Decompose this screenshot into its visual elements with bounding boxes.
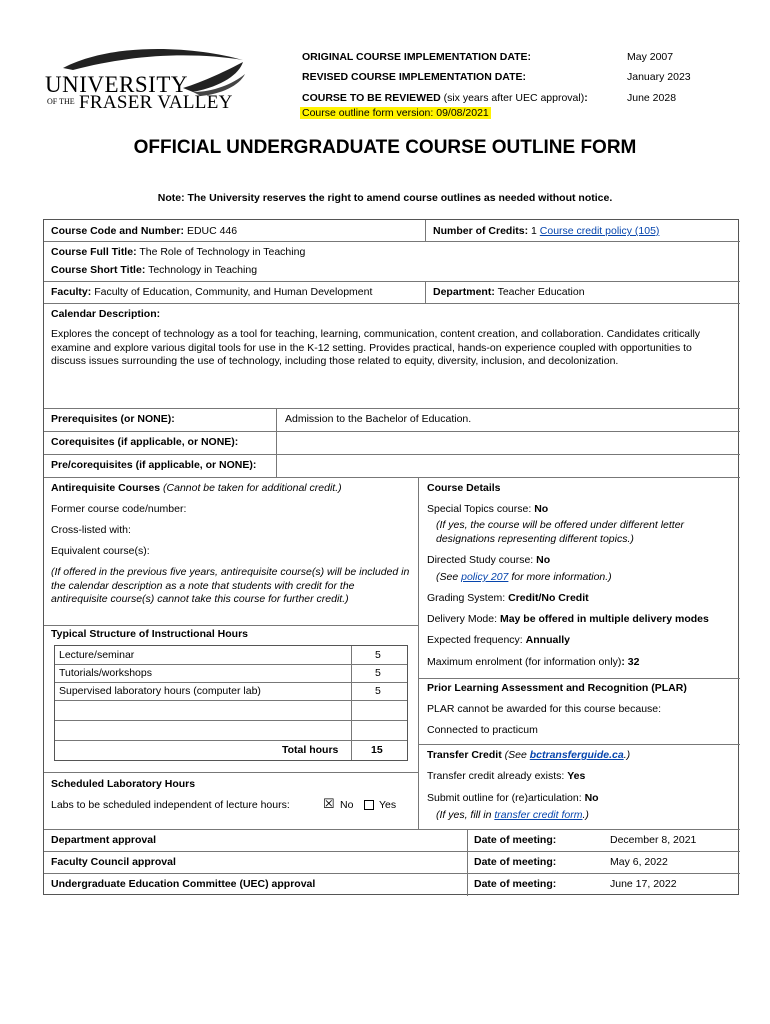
directed-study-label: Directed Study course: (427, 554, 534, 566)
lab-question: Labs to be scheduled independent of lecture hours: (51, 799, 290, 811)
bctransferguide-link[interactable]: bctransferguide.ca (529, 749, 624, 761)
hours-heading: Typical Structure of Instructional Hours (51, 628, 248, 640)
transfer-end: .) (623, 749, 631, 761)
page-title: OFFICIAL UNDERGRADUATE COURSE OUTLINE FORM (133, 137, 637, 158)
transfer-exists-label: Transfer credit already exists: (427, 770, 565, 782)
review-date-label (302, 92, 588, 104)
policy-207-link[interactable]: policy 207 (461, 571, 509, 583)
transfer-exists-value: Yes (567, 770, 586, 782)
divider (44, 851, 740, 852)
divider (55, 700, 407, 701)
no-label: No (340, 799, 354, 811)
course-code-label: Course Code and Number: (51, 225, 185, 237)
approval-date: June 17, 2022 (610, 878, 677, 890)
if-yes-end: .) (582, 809, 589, 821)
divider (418, 678, 740, 679)
divider (44, 431, 740, 432)
department-label: Department: (433, 286, 495, 298)
hours-table (54, 645, 408, 761)
logo-text-university: UNIVERSITY (45, 72, 188, 97)
hours-row-name: Supervised laboratory hours (computer lab) (59, 685, 261, 697)
hours-row-name: Lecture/seminar (59, 649, 135, 661)
directed-study (427, 554, 550, 567)
yes-label: Yes (379, 799, 397, 811)
hours-row-name: Tutorials/workshops (59, 667, 152, 679)
course-code-value: EDUC 446 (186, 225, 238, 237)
approval-date: December 8, 2021 (610, 834, 697, 846)
no-checkbox-checked[interactable]: ☒ (323, 796, 335, 811)
frequency-value: Annually (525, 634, 570, 646)
short-title-value: Technology in Teaching (148, 264, 258, 276)
divider (425, 281, 426, 303)
approval-label: Faculty Council approval (51, 856, 176, 868)
divider (44, 829, 740, 830)
plar-line-2: Connected to practicum (427, 724, 538, 736)
credits (433, 225, 659, 238)
form-version: Course outline form version: 09/08/2021 (302, 107, 489, 119)
divider (44, 873, 740, 874)
faculty-label: Faculty: (51, 286, 92, 298)
hours-row-value: 5 (375, 685, 381, 697)
divider (418, 744, 740, 745)
calendar-description-label: Calendar Description: (51, 308, 161, 320)
lab-hours-heading: Scheduled Laboratory Hours (51, 778, 196, 790)
directed-note-post: for more information.) (511, 571, 612, 583)
divider (55, 664, 407, 665)
grading-value: Credit/No Credit (508, 592, 589, 604)
special-topics-value: No (534, 503, 549, 515)
transfer-credit-form-link[interactable]: transfer credit form (494, 809, 583, 821)
expected-frequency (427, 634, 570, 647)
submit-label: Submit outline for (re)articulation: (427, 792, 582, 804)
divider (44, 408, 740, 409)
divider (55, 720, 407, 721)
approval-date-label: Date of meeting: (474, 834, 557, 846)
directed-study-value: No (536, 554, 551, 566)
calendar-description-text: Explores the concept of technology as a tool for teaching, learning, communication, content creation, and collaboration. Candidates critically examine and explore various digital tools for use in the K-12 setting. Provides practical, hands-on experience coupled with opportunities to discuss issues surrounding the use of technology, including those related to equity, diversity, inclusion, and decolonization. (51, 328, 701, 367)
short-title-label: Course Short Title: (51, 264, 146, 276)
faculty (51, 286, 372, 299)
total-hours-label: Total hours (282, 744, 339, 756)
divider (418, 477, 419, 829)
divider (44, 625, 418, 626)
approval-date-label: Date of meeting: (474, 856, 557, 868)
original-date-label: ORIGINAL COURSE IMPLEMENTATION DATE: (302, 51, 532, 63)
review-colon: : (584, 92, 588, 104)
course-details-heading: Course Details (427, 482, 501, 494)
amend-note: Note: The University reserves the right to amend course outlines as needed without notice. (157, 192, 613, 204)
credits-label: Number of Credits: (433, 225, 529, 237)
enrolment-label: Maximum enrolment (for information only) (427, 656, 622, 668)
logo-text-of-the: OF THE (47, 97, 75, 106)
delivery-label: Delivery Mode: (427, 613, 498, 625)
review-date-value: June 2028 (627, 92, 677, 104)
divider (55, 682, 407, 683)
department-value: Teacher Education (497, 286, 585, 298)
original-date-value: May 2007 (627, 51, 674, 63)
special-topics (427, 503, 548, 516)
delivery-mode (427, 613, 709, 626)
enrolment-value: : 32 (621, 656, 640, 668)
divider (44, 454, 740, 455)
review-label: COURSE TO BE REVIEWED (302, 92, 441, 104)
cross-listed: Cross-listed with: (51, 524, 131, 536)
divider (55, 740, 407, 741)
submit-value: No (584, 792, 599, 804)
approval-date-label: Date of meeting: (474, 878, 557, 890)
prerequisites-value: Admission to the Bachelor of Education. (285, 413, 472, 425)
equivalent-courses: Equivalent course(s): (51, 545, 150, 557)
revised-date-label: REVISED COURSE IMPLEMENTATION DATE: (302, 71, 527, 83)
course-code (51, 225, 237, 238)
antirequisite-label: Antirequisite Courses (51, 482, 161, 494)
corequisites-label: Corequisites (if applicable, or NONE): (51, 436, 239, 448)
max-enrolment (427, 656, 639, 669)
hours-row-value: 5 (375, 667, 381, 679)
directed-study-note (436, 571, 612, 584)
hours-row-value: 5 (375, 649, 381, 661)
divider (44, 303, 740, 304)
transfer-label: Transfer Credit (427, 749, 502, 761)
faculty-value: Faculty of Education, Community, and Human Development (94, 286, 373, 298)
logo-text-fraser-valley: FRASER VALLEY (79, 92, 233, 113)
plar-line-1: PLAR cannot be awarded for this course because: (427, 703, 662, 715)
divider (425, 220, 426, 241)
antirequisite-heading (51, 482, 342, 495)
antirequisite-note: (Cannot be taken for additional credit.) (163, 482, 342, 494)
revised-date-value: January 2023 (627, 71, 691, 83)
special-topics-note: (If yes, the course will be offered under different letter designations representing different topics.) (436, 519, 685, 545)
department (433, 286, 585, 299)
university-logo (43, 48, 248, 118)
delivery-value: May be offered in multiple delivery modes (499, 613, 709, 625)
former-course: Former course code/number: (51, 503, 187, 515)
divider (467, 829, 468, 896)
transfer-exists (427, 770, 585, 783)
yes-checkbox[interactable] (364, 800, 374, 810)
antirequisite-italic-note: (If offered in the previous five years, antirequisite course(s) will be included in the calendar description as a note that students with credit for the antirequisite course(s) cannot take this course for further credit.) (51, 566, 410, 605)
approval-label: Undergraduate Education Committee (UEC) approval (51, 878, 316, 890)
prerequisites-label: Prerequisites (or NONE): (51, 413, 175, 425)
if-yes-text: (If yes, fill in (436, 809, 492, 821)
full-title-value: The Role of Technology in Teaching (139, 246, 306, 258)
course-outline-form (43, 219, 739, 895)
precorequisites-label: Pre/corequisites (if applicable, or NONE): (51, 459, 257, 471)
short-title (51, 264, 257, 277)
full-title (51, 246, 305, 259)
divider (44, 772, 418, 773)
divider (44, 241, 740, 242)
credits-value: 1 (531, 225, 537, 237)
total-hours-value: 15 (371, 744, 383, 756)
grading-system (427, 592, 589, 605)
special-topics-label: Special Topics course: (427, 503, 532, 515)
transfer-credit-heading (427, 749, 630, 762)
transfer-if-yes (436, 809, 589, 822)
full-title-label: Course Full Title: (51, 246, 137, 258)
frequency-label: Expected frequency: (427, 634, 523, 646)
grading-label: Grading System: (427, 592, 506, 604)
transfer-see: (See (504, 749, 527, 761)
credit-policy-link[interactable]: Course credit policy (105) (539, 225, 660, 237)
divider (44, 477, 740, 478)
directed-note-pre: (See (436, 571, 459, 583)
submit-outline (427, 792, 599, 805)
plar-heading: Prior Learning Assessment and Recognition (PLAR) (427, 682, 687, 694)
approval-date: May 6, 2022 (610, 856, 668, 868)
approval-label: Department approval (51, 834, 157, 846)
divider (276, 408, 277, 477)
divider (44, 281, 740, 282)
review-note: (six years after UEC approval) (443, 92, 585, 104)
